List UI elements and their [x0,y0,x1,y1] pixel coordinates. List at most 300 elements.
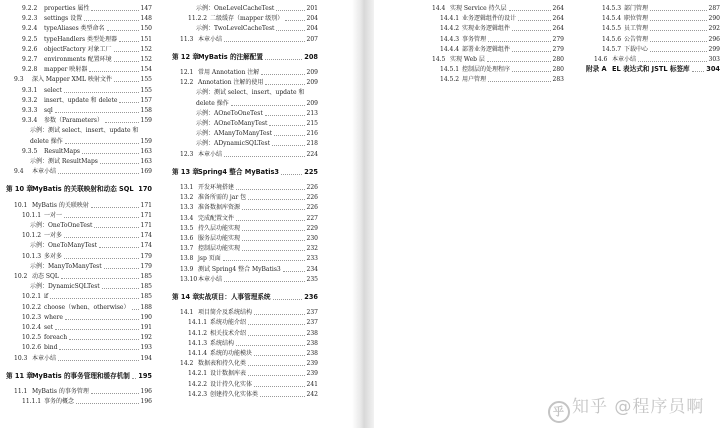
leader-dots [114,61,139,62]
leader-dots [242,230,305,231]
toc-page-number: 154 [140,66,152,74]
toc-title: sql [44,107,53,114]
toc-title: Spring4 整合 MyBatis3 [198,167,280,176]
leader-dots [55,112,139,113]
leader-dots [107,30,139,31]
toc-title: 完成配置文件 [198,214,235,222]
toc-page-number: 179 [140,252,152,260]
toc-title: jsp 页面 [198,255,221,263]
toc-title: 参数（Parameters） [44,117,103,125]
toc-title: 服务层功能实现 [198,235,241,242]
toc-number: 第 12 章 [172,52,199,61]
toc-number: 14.1.3 [188,339,208,347]
toc-number: 13.2 [180,194,194,202]
leader-dots [487,61,551,62]
toc-number: 14.5.3 [602,5,622,12]
toc-title: MyBatis 的事务管理和缓存机制 [32,371,130,380]
toc-title: EL 表达式和 JSTL 标签库 [612,65,690,74]
leader-dots [114,51,139,52]
toc-number: 14.5.7 [602,45,622,53]
toc-title: 一对一 [44,211,63,219]
leader-dots [248,324,305,325]
toc-number: 13.10 [180,275,198,283]
toc-title: 职位管理 [624,15,649,23]
leader-dots [283,271,305,272]
leader-dots [236,189,305,190]
toc-page-number: 193 [140,344,152,352]
leader-dots [242,209,305,210]
toc-page-number: 290 [708,15,720,23]
toc-title: objectFactory 对象工厂 [44,45,112,53]
toc-title: if [44,293,49,301]
toc-title: 部门管理 [624,5,649,12]
leader-dots [89,71,139,72]
toc-page-number: 292 [708,25,720,33]
leader-dots [650,51,707,52]
toc-number: 9.2.6 [22,45,38,53]
leader-dots [248,199,305,200]
leader-dots [272,145,305,146]
toc-number: 第 14 章 [172,293,199,301]
toc-page-number: 232 [306,245,318,253]
toc-number: 第 13 章 [172,167,199,176]
toc-page-number: 163 [140,158,152,165]
toc-page-number: 279 [552,35,564,43]
toc-title: 示例：测试 select、insert、update 和 [196,89,305,97]
toc-page-number: 299 [708,45,720,53]
toc-title: delete 操作 [196,99,229,107]
toc-page-number: 155 [140,86,152,94]
toc-title: 示例：测试 ResultMaps [30,158,98,165]
toc-number: 11.3 [180,35,194,43]
toc-number: 14.2.3 [188,390,208,398]
book-gutter [352,0,374,428]
toc-page-number: 171 [140,222,152,229]
toc-page-number: 196 [140,388,152,395]
leader-dots [276,10,305,11]
toc-page-number: 148 [140,15,152,23]
toc-number: 第 11 章 [6,371,33,380]
toc-number: 10.2 [14,273,28,280]
toc-title: where [44,313,63,321]
toc-number: 14.4 [432,5,446,12]
toc-number: 附录 A [586,65,607,74]
toc-number: 10.1.2 [22,232,42,240]
toc-number: 13.3 [180,204,194,212]
toc-title: MyBatis 的注解配置 [198,52,263,61]
toc-page-number: 152 [140,45,152,53]
toc-number: 14.6 [594,56,608,63]
toc-number: 10.1.3 [22,252,42,260]
toc-title: 一对多 [44,232,63,240]
toc-title: 示例：OneToManyTest [30,242,98,250]
toc-number: 10.2.6 [22,344,42,352]
leader-dots [488,81,551,82]
toc-number: 9.2.2 [22,5,38,12]
toc-title: 下载中心 [624,45,649,53]
toc-number: 11.1.1 [22,398,42,406]
toc-title: MyBatis 的关联映射 [32,201,89,209]
leader-dots [512,71,551,72]
leader-dots [64,237,139,238]
toc-page-number: 163 [140,147,152,155]
toc-page-number: 185 [140,273,152,280]
toc-number: 10.3 [14,354,28,362]
leader-dots [132,378,136,379]
toc-page-number: 238 [306,339,318,347]
toc-page-number: 280 [552,66,564,74]
toc-title: 实战项目：人事管理系统 [198,293,271,301]
toc-page-number: 239 [306,370,318,378]
toc-number: 14.1.2 [188,329,208,337]
toc-number: 10.1.1 [22,211,42,219]
toc-number: 9.3.3 [22,107,38,114]
toc-page-number: 204 [306,25,318,33]
toc-number: 14.4.1 [440,15,460,23]
toc-number: 10.2.3 [22,313,42,321]
toc-page-number: 264 [552,15,564,23]
toc-title: 数据表和持久化类 [198,360,247,368]
toc-title: 事务管理 [462,35,487,43]
watermark [548,392,704,423]
leader-dots [274,135,305,136]
toc-page-number: 169 [140,168,152,176]
leader-dots [55,329,139,330]
toc-title: delete 操作 [30,137,63,145]
toc-title: 创建持久化实体类 [210,390,259,398]
toc-title: 示例：ManyToManyTest [30,262,102,270]
toc-page-number: 238 [306,350,318,357]
leader-dots [231,105,305,106]
toc-number: 13.4 [180,214,194,222]
toc-page-number: 233 [306,255,318,263]
toc-title: select [44,86,62,94]
toc-page-number: 216 [306,130,318,138]
toc-number: 11.2.2 [188,15,208,23]
toc-title: 测试 Spring4 整合 MyBatis3 [198,265,281,273]
leader-dots [61,278,139,279]
toc-page-number: 159 [140,117,152,125]
toc-title: 示例：测试 select、insert、update 和 [30,127,139,135]
leader-dots [104,268,139,269]
leader-dots [58,360,139,361]
toc-title: 用户管理 [462,76,487,84]
toc-title: 相关技术介绍 [210,329,247,337]
toc-page-number: 304 [706,65,720,74]
toc-title: 业务逻辑组件的设计 [462,15,517,23]
toc-number: 10.2.1 [22,293,42,301]
toc-title: 本章小结 [198,35,223,43]
leader-dots [94,227,139,228]
toc-page-number: 236 [304,293,318,301]
toc-number: 10.2.2 [22,303,42,311]
toc-title: 示例：OneToOneTest [30,222,93,229]
toc-title: 常用 Annotation 注解 [198,69,260,76]
toc-title: 示例：AOneToOneTest [196,109,263,117]
toc-page-number: 241 [306,380,318,388]
toc-page-number: 195 [138,371,152,380]
leader-dots [650,30,707,31]
toc-title: properties 属性 [44,5,90,12]
toc-page-number: 264 [552,25,564,33]
toc-number: 9.2.3 [22,15,38,23]
toc-title: foreach [44,334,68,342]
toc-page-number: 158 [140,107,152,114]
toc-title: 持久层功能实现 [198,224,241,232]
toc-page-number: 237 [306,309,318,317]
toc-page-number: 191 [140,324,152,331]
leader-dots [224,41,305,42]
leader-dots [692,71,704,72]
toc-title: set [44,324,54,331]
toc-title: MyBatis 的事务管理 [32,388,89,395]
toc-title: mapper 映射器 [44,66,88,74]
toc-page-number: 179 [140,262,152,270]
leader-dots [512,30,551,31]
toc-page-number: 192 [140,334,152,342]
watermark-text: 知乎 @程序员啊 [572,397,705,417]
leader-dots [236,220,305,221]
leader-dots [236,345,305,346]
toc-title: 控制层功能实现 [198,245,241,253]
toc-number: 14.1.1 [188,319,208,327]
leader-dots [91,393,139,394]
toc-page-number: 287 [708,5,720,12]
toc-number: 14.2.2 [188,380,208,388]
toc-page-number: 264 [552,5,564,12]
toc-page-number: 226 [306,194,318,202]
toc-page-number: 239 [306,360,318,368]
toc-title: 本章小结 [198,150,223,158]
leader-dots [65,319,139,320]
toc-number: 14.4.4 [440,45,460,53]
toc-page-number: 171 [140,211,152,219]
toc-title: 准备所需的 jar 包 [198,194,247,202]
toc-number: 10.2.5 [22,334,42,342]
leader-dots [99,247,139,248]
toc-page-number: 204 [306,15,318,23]
toc-page-number: 234 [306,265,318,273]
toc-page-number: 227 [306,214,318,222]
toc-page-number: 159 [140,137,152,145]
toc-title: choose（when、otherwise） [44,303,130,311]
toc-page-number: 208 [304,52,318,61]
leader-dots [64,258,139,259]
toc-title: 本章小结 [32,354,57,362]
toc-title: 本章小结 [198,275,223,283]
leader-dots [265,115,305,116]
toc-title: 系统的功能模块 [210,350,253,357]
toc-number: 13.5 [180,224,194,232]
toc-title: 动态 SQL [32,273,59,280]
leader-dots [91,207,139,208]
leader-dots [509,10,551,11]
toc-number: 9.2.7 [22,56,38,63]
toc-page-number: 150 [140,25,152,33]
toc-title: 示例：DynamicSQLTest [30,283,100,291]
toc-page-number: 237 [306,319,318,327]
toc-title: 示例：ADynamicSQLTest [196,140,271,148]
leader-dots [254,355,305,356]
leader-dots [64,92,139,93]
leader-dots [650,41,707,42]
toc-page-number: 194 [140,354,152,362]
leader-dots [269,125,305,126]
toc-title: insert、update 和 delete [44,96,118,104]
toc-number: 13.6 [180,235,194,242]
toc-page-number: 174 [140,232,152,240]
toc-number: 第 10 章 [6,185,33,194]
right-page [374,0,720,428]
leader-dots [260,396,305,397]
toc-number: 14.5.2 [440,76,460,84]
toc-title: 开发环境搭建 [198,184,235,191]
leader-dots [242,250,305,251]
toc-page-number: 171 [140,201,152,209]
leader-dots [59,349,139,350]
toc-title: settings 设置 [44,15,83,23]
toc-page-number: 225 [304,167,318,176]
zhihu-logo-icon: 乎 [548,401,570,423]
toc-page-number: 215 [306,120,318,127]
toc-title: typeHandlers 类型处理器 [44,35,118,43]
toc-number: 14.2.1 [188,370,208,378]
toc-page-number: 185 [140,283,152,291]
toc-title: 准备数据库资源 [198,204,241,212]
leader-dots [76,403,139,404]
leader-dots [248,365,305,366]
toc-page-number: 224 [306,150,318,158]
leader-dots [248,335,305,336]
toc-number: 9.4 [14,168,24,176]
leader-dots [224,156,305,157]
toc-title: environments 配置环境 [44,56,112,63]
toc-number: 9.2.8 [22,66,38,74]
toc-title: 示例：TwoLevelCacheTest [196,25,275,33]
leader-dots [248,375,305,376]
leader-dots [119,102,139,103]
leader-dots [650,10,707,11]
toc-number: 14.2 [180,360,194,368]
toc-page-number: 170 [138,185,152,194]
toc-title: 示例：AManyToManyTest [196,130,273,138]
toc-title: 公告管理 [624,35,649,43]
leader-dots [488,41,551,42]
toc-number: 9.2.4 [22,25,38,33]
toc-page-number: 196 [140,398,152,406]
toc-title: 部署业务逻辑组件 [462,45,511,53]
toc-page-number: 209 [306,79,318,87]
toc-page-number: 152 [140,56,152,63]
toc-page-number: 147 [140,5,152,12]
left-page [0,0,352,428]
toc-page-number: 280 [552,56,564,63]
toc-title: 实现 Service 持久层 [450,5,507,12]
leader-dots [265,59,302,60]
toc-title: 实现 Web 层 [450,56,485,63]
toc-title: 示例：AOneToManyTest [196,120,268,127]
leader-dots [64,217,139,218]
toc-title: 系统结构 [210,339,235,347]
leader-dots [100,163,139,164]
leader-dots [58,173,139,174]
toc-title: 深入 Mapper XML 映射文件 [32,76,112,84]
leader-dots [105,122,139,123]
toc-title: 本章小结 [612,56,637,63]
leader-dots [273,299,302,300]
leader-dots [82,153,139,154]
toc-page-number: 190 [140,313,152,321]
toc-number: 13.1 [180,184,194,191]
toc-page-number: 283 [552,76,564,84]
toc-number: 13.7 [180,245,194,253]
toc-number: 14.4.2 [440,25,460,33]
toc-title: 项目简介及系统结构 [198,309,253,317]
toc-page-number: 157 [140,96,152,104]
toc-number: 13.8 [180,255,194,263]
leader-dots [50,298,139,299]
toc-title: 系统功能介绍 [210,319,247,327]
leader-dots [254,386,305,387]
toc-number: 12.3 [180,150,194,158]
toc-title: MyBatis 的关联映射和动态 SQL [32,185,134,194]
leader-dots [114,81,139,82]
leader-dots [265,84,305,85]
leader-dots [276,30,305,31]
toc-number: 14.4.3 [440,35,460,43]
toc-page-number: 209 [306,99,318,107]
toc-page-number: 209 [306,69,318,76]
toc-number: 14.5 [432,56,446,63]
toc-page-number: 213 [306,109,318,117]
leader-dots [69,339,139,340]
toc-title: 员工管理 [624,25,649,33]
toc-page-number: 226 [306,204,318,212]
toc-page-number: 230 [306,235,318,242]
toc-title: 设计数据库表 [210,370,247,378]
leader-dots [261,74,305,75]
toc-page-number: 279 [552,45,564,53]
toc-title: 控制层的处理程序 [462,66,511,74]
leader-dots [91,10,139,11]
toc-page-number: 188 [140,303,152,311]
leader-dots [224,281,305,282]
leader-dots [65,143,139,144]
toc-number: 14.5.4 [602,15,622,23]
toc-title: ResultMaps [44,147,80,155]
toc-page-number: 229 [306,224,318,232]
toc-page-number: 174 [140,242,152,250]
toc-number: 13.9 [180,265,194,273]
toc-page-number: 242 [306,390,318,398]
leader-dots [650,20,707,21]
toc-number: 9.3.2 [22,96,38,104]
leader-dots [254,314,305,315]
toc-title: 二级缓存（mapper 级别） [210,15,284,23]
toc-title: 设计持久化实体 [210,380,253,388]
leader-dots [132,309,139,310]
leader-dots [223,260,305,261]
leader-dots [84,20,139,21]
toc-page-number: 296 [708,35,720,43]
leader-dots [242,240,305,241]
toc-page-number: 226 [306,184,318,191]
toc-number: 14.5.1 [440,66,460,74]
toc-number: 14.5.5 [602,25,622,33]
toc-title: Annotation 注解的使用 [198,79,264,87]
leader-dots [102,288,139,289]
toc-number: 9.2.5 [22,35,38,43]
